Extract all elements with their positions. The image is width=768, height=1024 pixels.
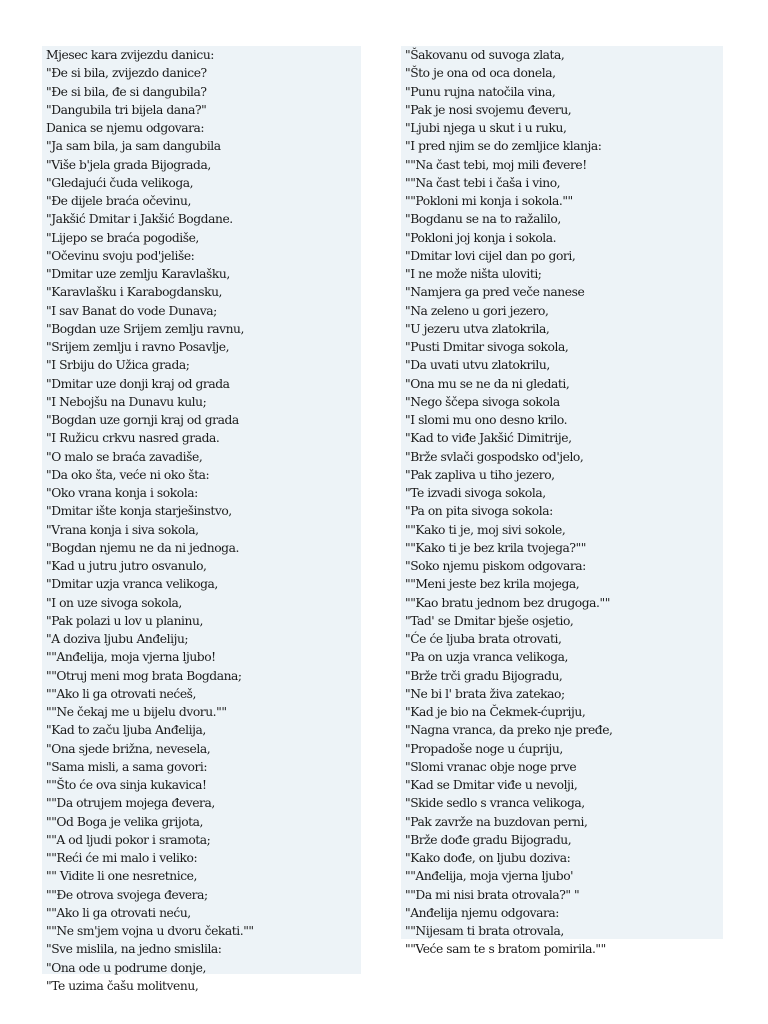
verse-line: "I Srbiju do Užica grada; (46, 358, 190, 373)
verse-line: "Više b'jela grada Bijograda, (46, 157, 211, 172)
verse-line: "Te izvadi sivoga sokola, (405, 486, 546, 500)
verse-line: ""Kako ti je, moj sivi sokole, (405, 522, 566, 537)
verse-line: "Pak polazi u lov u planinu, (46, 613, 203, 628)
verse-line: ""Ne sm'jem vojna u dvoru čekati."" (46, 924, 254, 938)
verse-line: "Ona sjede brižna, nevesela, (46, 741, 211, 756)
verse-line: Mjesec kara zvijezdu danicu: (46, 48, 214, 62)
verse-line: ""Kao bratu jednom bez drugoga."" (405, 595, 610, 610)
verse-line: "Sve mislila, na jedno smislila: (46, 942, 222, 957)
verse-line: "Ona ode u podrume donje, (46, 960, 206, 975)
verse-line: "O malo se braća zavadiše, (46, 449, 203, 464)
verse-line: "Nego ščepa sivoga sokola (405, 394, 560, 409)
verse-line: "Lijepo se braća pogodiše, (46, 230, 199, 245)
verse-line: "Da uvati utvu zlatokrilu, (405, 358, 550, 373)
verse-line: "Kad u jutru jutro osvanulo, (46, 559, 207, 573)
verse-line: ""Na čast tebi i čaša i vino, (405, 175, 561, 190)
poem-column-left (42, 46, 361, 993)
verse-line: "Oko vrana konja i sokola: (46, 486, 198, 500)
verse-line: "Jakšić Dmitar i Jakšić Bogdane. (46, 212, 233, 227)
verse-line: "I slomi mu ono desno krilo. (405, 413, 568, 427)
verse-line: "Anđelija njemu odgovara: (405, 905, 559, 920)
verse-line: "Ja sam bila, ja sam dangubila (46, 139, 221, 154)
verse-line: "Dmitar ište konja starješinstvo, (46, 504, 232, 519)
verse-line: "Kad je bio na Čekmek-ćupriju, (405, 705, 586, 719)
verse-line: "Vrana konja i siva sokola, (46, 522, 199, 537)
verse-line: "Namjera ga pred veče nanese (405, 285, 585, 300)
verse-line: ""Pokloni mi konja i sokola."" (405, 194, 573, 208)
verse-line: "Dangubila tri bijela dana?" (46, 102, 207, 117)
verse-line: ""Što će ova sinja kukavica! (46, 778, 207, 792)
verse-line: "I sav Banat do vode Dunava; (46, 303, 217, 318)
verse-line: "Dmitar uze donji kraj od grada (46, 376, 230, 391)
verse-line: "Što je ona od oca donela, (405, 66, 556, 81)
verse-line: "A doziva ljubu Anđeliju; (46, 632, 189, 646)
verse-line: "Dmitar lovi cijel dan po gori, (405, 248, 576, 263)
verse-line: ""Ako li ga otrovati neću, (46, 905, 191, 920)
verse-line: "Slomi vranac obje noge prve (405, 759, 577, 774)
verse-line: ""Ako li ga otrovati nećeš, (46, 686, 196, 701)
verse-line: "Ljubi njega u skut i u ruku, (405, 121, 567, 135)
verse-line: "Bogdan njemu ne da ni jednoga. (46, 540, 239, 555)
verse-line: "Bogdan uze Srijem zemlju ravnu, (46, 321, 244, 336)
verse-line: "Đe si bila, zvijezdo danice? (46, 66, 207, 81)
verse-line: "Propadoše noge u ćupriju, (405, 741, 563, 756)
verse-line: "U jezeru utva zlatokrila, (405, 321, 550, 336)
verse-line: ""Anđelija, moja vjerna ljubo! (46, 650, 216, 665)
verse-line: "Pokloni joj konja i sokola. (405, 230, 557, 245)
verse-line: Danica se njemu odgovara: (46, 121, 205, 135)
verse-line: "Na zeleno u gori jezero, (405, 303, 549, 318)
verse-line: ""Na čast tebi, moj mili đevere! (405, 157, 587, 172)
verse-line: ""Đe otrova svojega đevera; (46, 887, 208, 902)
verse-line: "Gledajući čuda velikoga, (46, 175, 194, 190)
verse-line: "Kad to začu ljuba Anđelija, (46, 723, 206, 738)
verse-line: "Tad' se Dmitar bješe osjetio, (405, 613, 574, 628)
verse-line: "Brže svlači gospodsko od'jelo, (405, 449, 584, 464)
verse-line: "I Ružicu crkvu nasred grada. (46, 431, 220, 446)
verse-line: "Očevinu svoju pod'jeliše: (46, 248, 195, 263)
verse-line: "Pak je nosi svojemu đeveru, (405, 102, 572, 117)
verse-line: "Šakovanu od suvoga zlata, (405, 48, 565, 62)
verse-line: "Ona mu se ne da ni gledati, (405, 376, 570, 391)
verse-line: "Pak zavrže na buzdovan perni, (405, 814, 588, 829)
verse-line: "Đe si bila, đe si dangubila? (46, 84, 207, 99)
verse-line: ""Ne čekaj me u bijelu dvoru."" (46, 705, 227, 719)
verse-line: "Dmitar uzja vranca velikoga, (46, 577, 218, 592)
verse-line: "Dmitar uze zemlju Karavlašku, (46, 267, 230, 281)
verse-line: "Sama misli, a sama govori: (46, 759, 208, 774)
verse-line: "Bogdanu se na to ražalilo, (405, 212, 561, 227)
verse-line: ""Od Boga je velika grijota, (46, 814, 203, 829)
verse-line: "Skide sedlo s vranca velikoga, (405, 796, 585, 811)
verse-line: "Ne bi l' brata živa zatekao; (405, 686, 565, 701)
verse-line: "Da oko šta, veće ni oko šta: (46, 467, 210, 482)
verse-line: ""Otruj meni mog brata Bogdana; (46, 668, 242, 683)
verse-line: "Kad se Dmitar viđe u nevolji, (405, 778, 578, 792)
verse-line: ""Da mi nisi brata otrovala?" " (405, 887, 580, 902)
verse-line: "Kako dođe, on ljubu doziva: (405, 851, 571, 865)
verse-line: ""Kako ti je bez krila tvojega?"" (405, 540, 586, 555)
verse-line: "Pa on uzja vranca velikoga, (405, 650, 568, 665)
verse-line: "Pa on pita sivoga sokola: (405, 504, 553, 519)
verse-line: "Punu rujna natočila vina, (405, 84, 556, 99)
verse-line: ""Anđelija, moja vjerna ljubo' (405, 869, 574, 884)
verse-line: "Će će ljuba brata otrovati, (405, 632, 562, 646)
verse-line: "Kad to viđe Jakšić Dimitrije, (405, 431, 572, 446)
verse-line: "Soko njemu piskom odgovara: (405, 559, 586, 573)
verse-line: "I ne može ništa uloviti; (405, 267, 542, 281)
verse-line: ""Reći će mi malo i veliko: (46, 851, 198, 865)
verse-line: "Karavlašku i Karabogdansku, (46, 285, 223, 300)
verse-line: ""Veće sam te s bratom pomirila."" (405, 942, 606, 957)
verse-line: "Pak zapliva u tiho jezero, (405, 467, 555, 482)
verse-line: "Brže trči gradu Bijogradu, (405, 668, 563, 683)
verse-line: "I on uze sivoga sokola, (46, 595, 182, 610)
verse-line: "Te uzima čašu molitvenu, (46, 978, 199, 993)
verse-line: "I Nebojšu na Dunavu kulu; (46, 394, 207, 409)
verse-line: "I pred njim se do zemljice klanja: (405, 139, 602, 154)
verse-line: "Bogdan uze gornji kraj od grada (46, 413, 239, 427)
verse-line: "Srijem zemlju i ravno Posavlje, (46, 340, 230, 354)
verse-line: "" Vidite li one nesretnice, (46, 869, 197, 884)
verse-line: ""A od ljudi pokor i sramota; (46, 832, 211, 847)
verse-line: ""Da otrujem mojega đevera, (46, 796, 215, 811)
verse-line: ""Meni jeste bez krila mojega, (405, 577, 580, 592)
verse-line: ""Nijesam ti brata otrovala, (405, 924, 564, 938)
verse-line: "Nagna vranca, da preko nje pređe, (405, 723, 613, 738)
poem-column-right (401, 46, 723, 957)
verse-line: "Pusti Dmitar sivoga sokola, (405, 340, 569, 354)
verse-line: "Brže dođe gradu Bijogradu, (405, 832, 572, 847)
verse-line: "Đe dijele braća očevinu, (46, 194, 191, 208)
